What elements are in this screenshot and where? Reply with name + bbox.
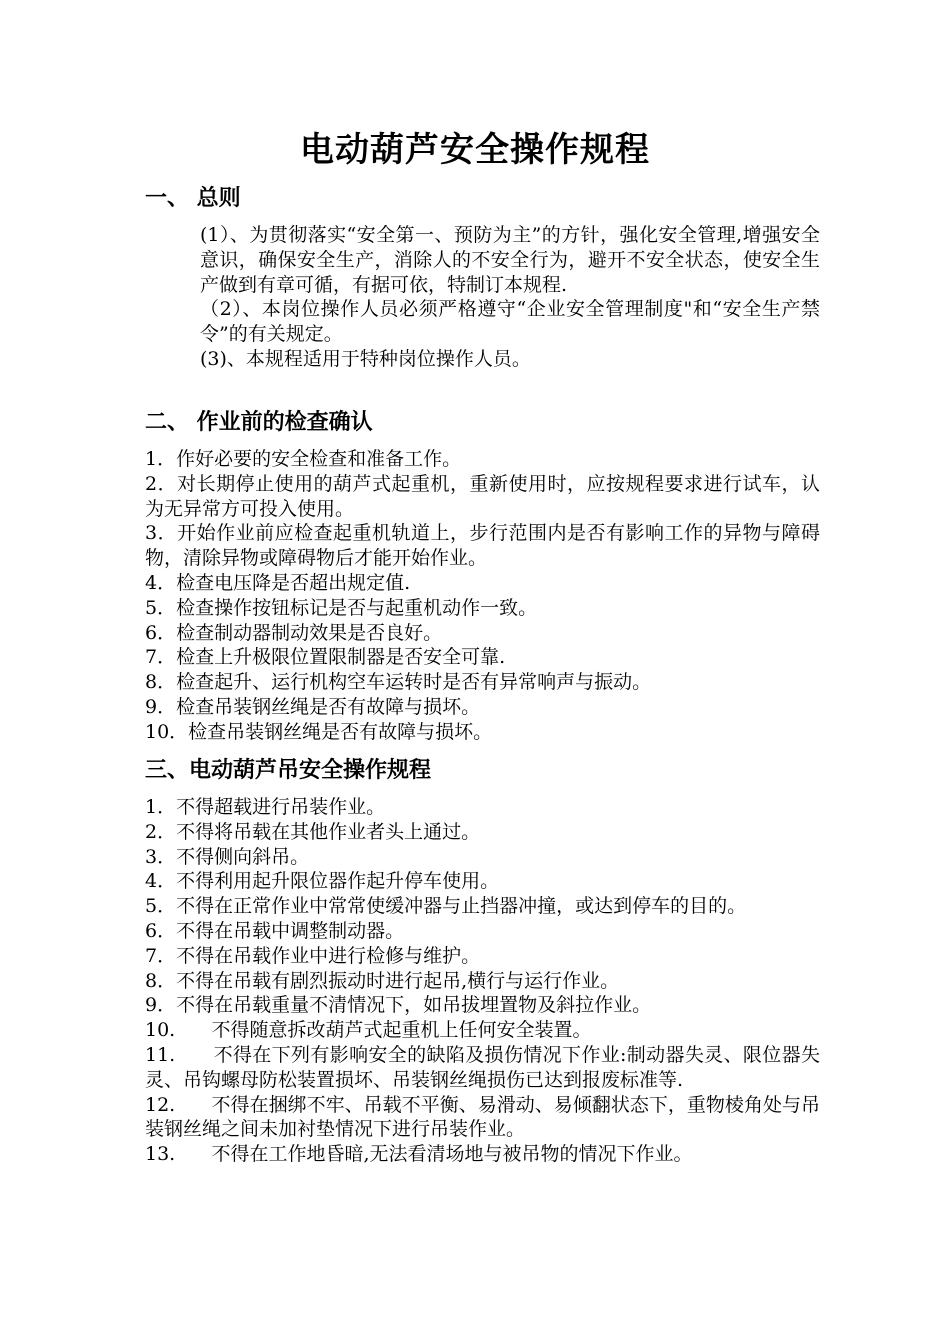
list-item: 7．不得在吊载作业中进行检修与维护。 xyxy=(145,944,481,967)
list-item: 5．不得在正常作业中常常使缓冲器与止挡器冲撞，或达到停车的目的。 xyxy=(145,895,747,918)
section-heading-operation-rules: 三、电动葫芦吊安全操作规程 xyxy=(145,758,432,783)
list-item: 3．开始作业前应检查起重机轨道上，步行范围内是否有影响工作的异物与障碍物，清除异物或障碍物后才能开始作业。 xyxy=(145,522,820,570)
list-item: 4．检查电压降是否超出规定值. xyxy=(145,571,411,594)
list-item: 8．不得在吊载有剧烈振动时进行起吊,横行与运行作业。 xyxy=(145,969,620,992)
paragraph: (1）、为贯彻落实“安全第一、预防为主”的方针，强化安全管理,增强安全意识，确保安全生产，消除人的不安全行为，避开不安全状态，使安全生产做到有章可循，有据可依，特制订本规程. xyxy=(200,224,820,296)
list-item: 4．不得利用起升限位器作起升停车使用。 xyxy=(145,870,500,893)
list-item: 3．不得侧向斜吊。 xyxy=(145,845,310,868)
paragraph: （2）、本岗位操作人员必须严格遵守“企业安全管理制度"和“安全生产禁令”的有关规定。 xyxy=(200,298,820,346)
document-title: 电动葫芦安全操作规程 xyxy=(300,130,650,170)
section-heading-general: 一、 总则 xyxy=(145,186,241,211)
list-item: 2．不得将吊载在其他作业者头上通过。 xyxy=(145,820,481,843)
list-item: 1．作好必要的安全检查和准备工作。 xyxy=(145,448,462,470)
list-item: 1．不得超载进行吊装作业。 xyxy=(145,796,386,818)
section-heading-pre-check: 二、 作业前的检查确认 xyxy=(145,410,373,435)
list-item: 8．检查起升、运行机构空车运转时是否有异常响声与振动。 xyxy=(145,671,652,694)
list-item: 13. 不得在工作地昏暗,无法看清场地与被吊物的情况下作业。 xyxy=(145,1143,693,1166)
operation-rules-list xyxy=(145,795,820,1167)
list-item: 5．检查操作按钮标记是否与起重机动作一致。 xyxy=(145,596,538,619)
list-item: 10. 不得随意拆改葫芦式起重机上任何安全装置。 xyxy=(145,1019,592,1042)
list-item: 6．不得在吊载中调整制动器。 xyxy=(145,919,405,942)
list-item: 2．对长期停止使用的葫芦式起重机，重新使用时，应按规程要求进行试车，认为无异常方可投入使用。 xyxy=(145,472,820,520)
list-item: 6．检查制动器制动效果是否良好。 xyxy=(145,621,443,644)
list-item: 7．检查上升极限位置限制器是否安全可靠. xyxy=(145,646,506,669)
list-item: 9．不得在吊载重量不清情况下，如吊拔埋置物及斜拉作业。 xyxy=(145,994,652,1017)
list-item: 9．检查吊装钢丝绳是否有故障与损坏。 xyxy=(145,695,481,718)
list-item: 11. 不得在下列有影响安全的缺陷及损伤情况下作业:制动器失灵、限位器失灵、吊钩螺母防松装置损坏、吊装钢丝绳损伤已达到报废标准等. xyxy=(145,1043,820,1091)
section-general-body xyxy=(200,223,820,372)
paragraph: (3)、本规程适用于特种岗位操作人员。 xyxy=(200,347,531,370)
list-item: 10．检查吊装钢丝绳是否有故障与损坏。 xyxy=(145,720,493,743)
list-item: 12. 不得在捆绑不牢、吊载不平衡、易滑动、易倾翻状态下，重物棱角处与吊装钢丝绳之间未加衬垫情况下进行吊装作业。 xyxy=(145,1093,820,1141)
pre-check-list xyxy=(145,447,820,745)
